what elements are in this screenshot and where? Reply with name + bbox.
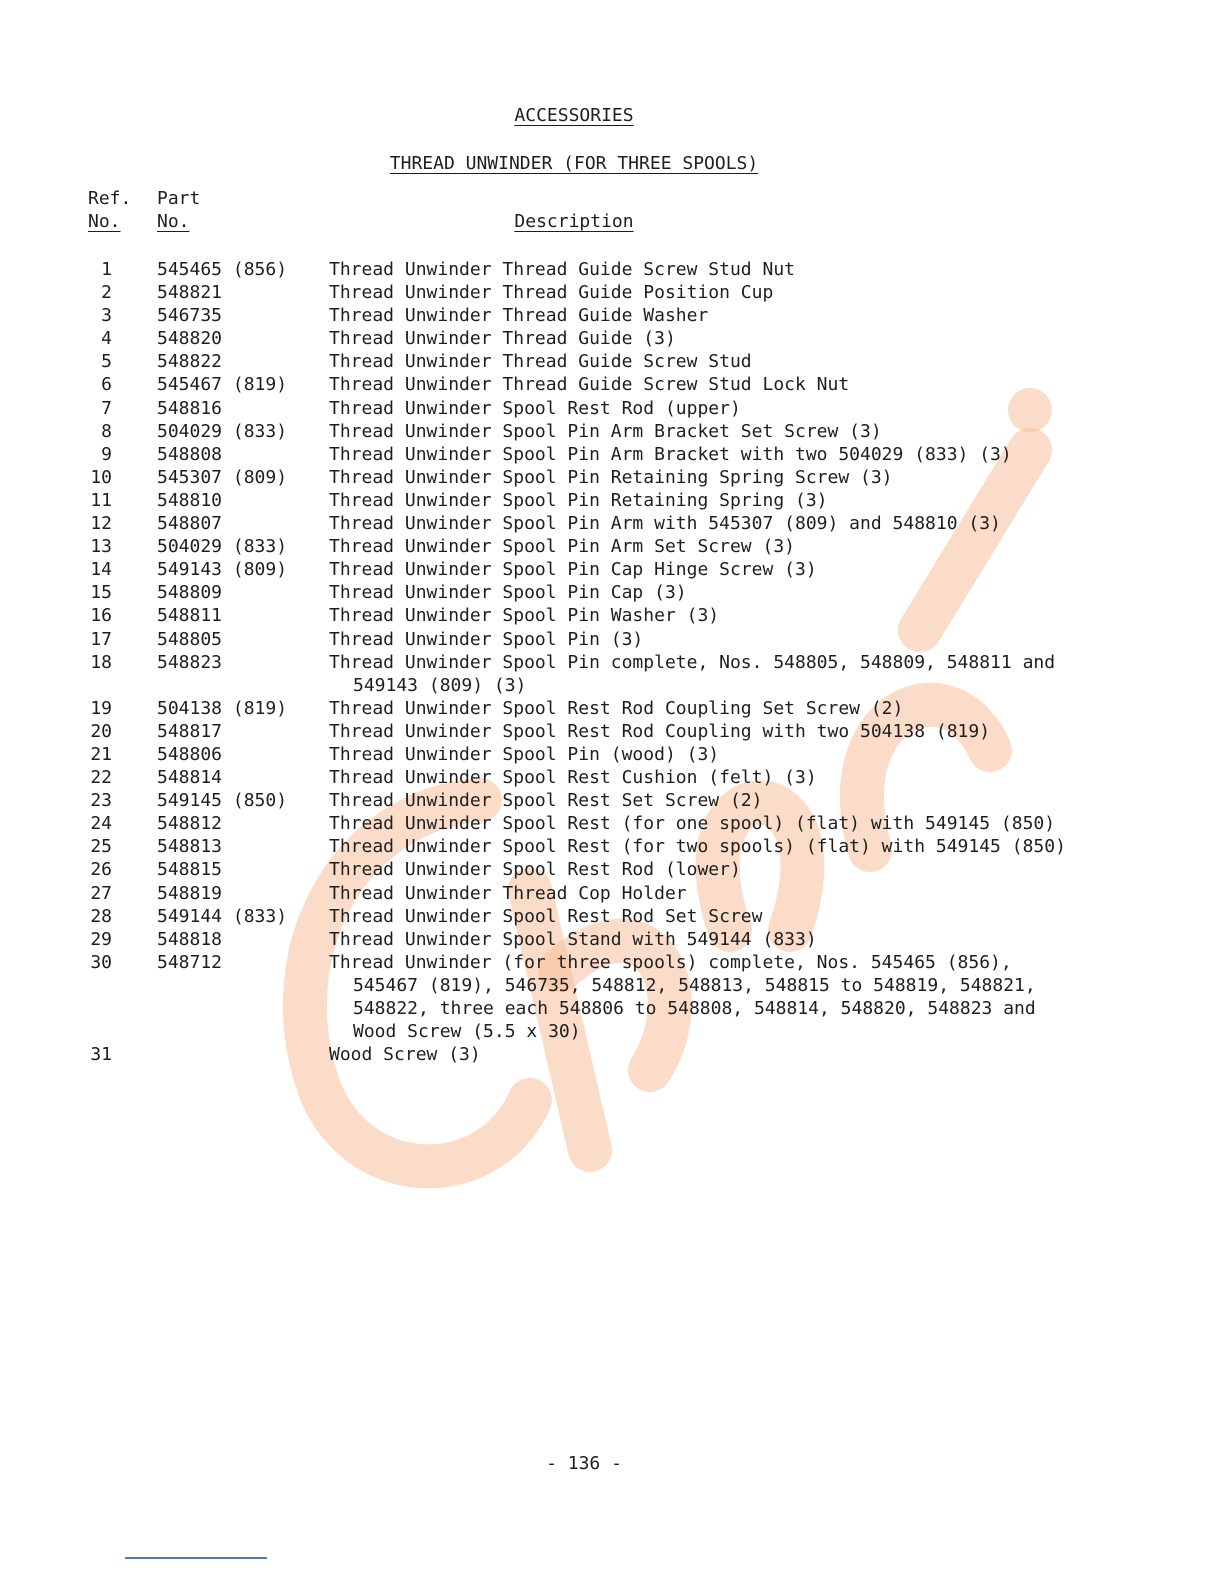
part-number: 548815	[157, 859, 223, 881]
ref-number: 27	[90, 882, 112, 904]
ref-number: 14	[90, 559, 112, 581]
list-item	[0, 535, 1224, 558]
list-item	[0, 835, 1224, 858]
ref-number: 5	[101, 351, 112, 373]
part-description: Thread Unwinder Spool Rest Rod Coupling with two 504138 (819)	[329, 720, 991, 742]
part-number: 548818	[157, 928, 223, 950]
list-item	[0, 258, 1224, 281]
list-item	[0, 697, 1224, 720]
part-description: Thread Unwinder Spool Pin complete, Nos. 548805, 548809, 548811 and 549143 (809) (3)	[329, 651, 1056, 696]
part-description: Thread Unwinder Spool Pin Cap (3)	[329, 582, 687, 604]
list-item	[0, 882, 1224, 905]
part-description: Thread Unwinder Spool Stand with 549144 (833)	[329, 928, 817, 950]
part-header-line2: No.	[157, 211, 190, 232]
part-number: 504138 (819)	[157, 697, 288, 719]
part-description: Thread Unwinder Spool Pin Washer (3)	[329, 605, 720, 627]
list-item	[0, 512, 1224, 535]
part-description: Thread Unwinder Spool Rest Rod (upper)	[329, 397, 741, 419]
list-item	[0, 281, 1224, 304]
list-item	[0, 489, 1224, 512]
part-number: 545467 (819)	[157, 374, 288, 396]
ref-number: 8	[101, 420, 112, 442]
part-description: Thread Unwinder Spool Pin Arm Bracket Set Screw (3)	[329, 420, 882, 442]
section-subtitle: THREAD UNWINDER (FOR THREE SPOOLS)	[389, 153, 759, 174]
list-item	[0, 373, 1224, 396]
part-number: 548820	[157, 328, 223, 350]
part-description: Thread Unwinder Spool Pin Retaining Spring (3)	[329, 489, 828, 511]
page-number: - 136 -	[546, 1453, 622, 1474]
description-header: Description	[514, 211, 634, 232]
ref-number: 16	[90, 605, 112, 627]
part-number: 548823	[157, 651, 223, 673]
ref-number: 31	[90, 1044, 112, 1066]
ref-number: 29	[90, 928, 112, 950]
part-number: 549145 (850)	[157, 790, 288, 812]
part-description: Thread Unwinder Thread Guide (3)	[329, 328, 676, 350]
list-item	[0, 581, 1224, 604]
part-description: Wood Screw (3)	[329, 1044, 481, 1066]
ref-number: 10	[90, 466, 112, 488]
ref-number: 21	[90, 743, 112, 765]
ref-number: 1	[101, 259, 112, 280]
part-number: 545465 (856)	[157, 259, 288, 280]
part-description: Thread Unwinder Thread Guide Screw Stud Nut	[329, 259, 795, 280]
ref-number: 4	[101, 328, 112, 350]
part-number: 504029 (833)	[157, 420, 288, 442]
ref-number: 30	[90, 951, 112, 973]
part-description: Thread Unwinder Spool Pin Arm with 545307 (809) and 548810 (3)	[329, 513, 1001, 535]
part-description: Thread Unwinder Spool Pin Arm Bracket with two 504029 (833) (3)	[329, 443, 1012, 465]
ref-number: 22	[90, 767, 112, 789]
list-item	[0, 951, 1224, 1043]
ref-number: 19	[90, 697, 112, 719]
part-description: Thread Unwinder Spool Rest Cushion (felt) (3)	[329, 767, 817, 789]
list-item	[0, 905, 1224, 928]
ref-number: 11	[90, 489, 112, 511]
list-item	[0, 443, 1224, 466]
part-number: 504029 (833)	[157, 536, 288, 558]
part-description: Thread Unwinder Spool Rest Rod (lower)	[329, 859, 741, 881]
ref-number: 3	[101, 305, 112, 327]
part-number: 548819	[157, 882, 223, 904]
part-description: Thread Unwinder Spool Pin Arm Set Screw (3)	[329, 536, 795, 558]
part-description: Thread Unwinder Spool Rest Set Screw (2)	[329, 790, 763, 812]
ref-number: 24	[90, 813, 112, 835]
part-description: Thread Unwinder Spool Rest Rod Set Screw	[329, 905, 763, 927]
list-item	[0, 466, 1224, 489]
part-number: 548806	[157, 743, 223, 765]
list-item	[0, 1043, 1224, 1066]
parts-list	[0, 258, 1224, 1066]
list-item	[0, 928, 1224, 951]
ref-header-line2: No.	[88, 211, 121, 232]
part-description: Thread Unwinder Thread Guide Screw Stud	[329, 351, 752, 373]
part-number: 545307 (809)	[157, 466, 288, 488]
part-description: Thread Unwinder Thread Cop Holder	[329, 882, 687, 904]
ref-number: 6	[101, 374, 112, 396]
part-description: Thread Unwinder Spool Rest (for one spool) (flat) with 549145 (850)	[329, 813, 1056, 835]
list-item	[0, 743, 1224, 766]
list-item	[0, 304, 1224, 327]
part-description: Thread Unwinder (for three spools) complete, Nos. 545465 (856), 545467 (819), 546735, 548812, 548813, 548815 to 548819, 548821, 548822, three each 548806 to 548808, 548814, 548820, 548823 and Wood Screw (5.5 x 30)	[329, 951, 1036, 1043]
part-number: 548812	[157, 813, 223, 835]
list-item	[0, 789, 1224, 812]
part-number: 549143 (809)	[157, 559, 288, 581]
part-number: 548808	[157, 443, 223, 465]
part-header-line1: Part	[157, 188, 201, 209]
list-item	[0, 397, 1224, 420]
part-description: Thread Unwinder Thread Guide Washer	[329, 305, 709, 327]
ref-number: 2	[101, 282, 112, 304]
part-number: 548712	[157, 951, 223, 973]
part-number: 548822	[157, 351, 223, 373]
list-item	[0, 604, 1224, 627]
list-item	[0, 720, 1224, 743]
part-description: Thread Unwinder Spool Rest Rod Coupling Set Screw (2)	[329, 697, 904, 719]
part-description: Thread Unwinder Spool Pin Retaining Spring Screw (3)	[329, 466, 893, 488]
ref-number: 9	[101, 443, 112, 465]
ref-header-line1: Ref.	[88, 188, 132, 209]
ref-number: 25	[90, 836, 112, 858]
ref-number: 17	[90, 628, 112, 650]
part-description: Thread Unwinder Spool Pin (wood) (3)	[329, 743, 720, 765]
ref-number: 23	[90, 790, 112, 812]
list-item	[0, 558, 1224, 581]
ref-number: 7	[101, 397, 112, 419]
list-item	[0, 628, 1224, 651]
list-item	[0, 350, 1224, 373]
part-number: 548805	[157, 628, 223, 650]
part-number: 548817	[157, 720, 223, 742]
part-number: 548816	[157, 397, 223, 419]
list-item	[0, 651, 1224, 697]
ref-number: 13	[90, 536, 112, 558]
part-number: 548810	[157, 489, 223, 511]
part-description: Thread Unwinder Spool Pin (3)	[329, 628, 644, 650]
ref-number: 20	[90, 720, 112, 742]
page-title: ACCESSORIES	[514, 105, 634, 126]
list-item	[0, 327, 1224, 350]
footer-rule	[125, 1557, 267, 1559]
part-number: 549144 (833)	[157, 905, 288, 927]
ref-number: 28	[90, 905, 112, 927]
part-number: 546735	[157, 305, 223, 327]
part-number: 548811	[157, 605, 223, 627]
part-number: 548809	[157, 582, 223, 604]
part-number: 548807	[157, 513, 223, 535]
list-item	[0, 766, 1224, 789]
ref-number: 15	[90, 582, 112, 604]
part-number: 548813	[157, 836, 223, 858]
ref-number: 26	[90, 859, 112, 881]
part-number: 548814	[157, 767, 223, 789]
part-number: 548821	[157, 282, 223, 304]
part-description: Thread Unwinder Thread Guide Position Cup	[329, 282, 774, 304]
ref-number: 12	[90, 513, 112, 535]
part-description: Thread Unwinder Spool Rest (for two spools) (flat) with 549145 (850)	[329, 836, 1066, 858]
list-item	[0, 858, 1224, 881]
part-description: Thread Unwinder Spool Pin Cap Hinge Screw (3)	[329, 559, 817, 581]
list-item	[0, 812, 1224, 835]
ref-number: 18	[90, 651, 112, 673]
part-description: Thread Unwinder Thread Guide Screw Stud Lock Nut	[329, 374, 850, 396]
list-item	[0, 420, 1224, 443]
